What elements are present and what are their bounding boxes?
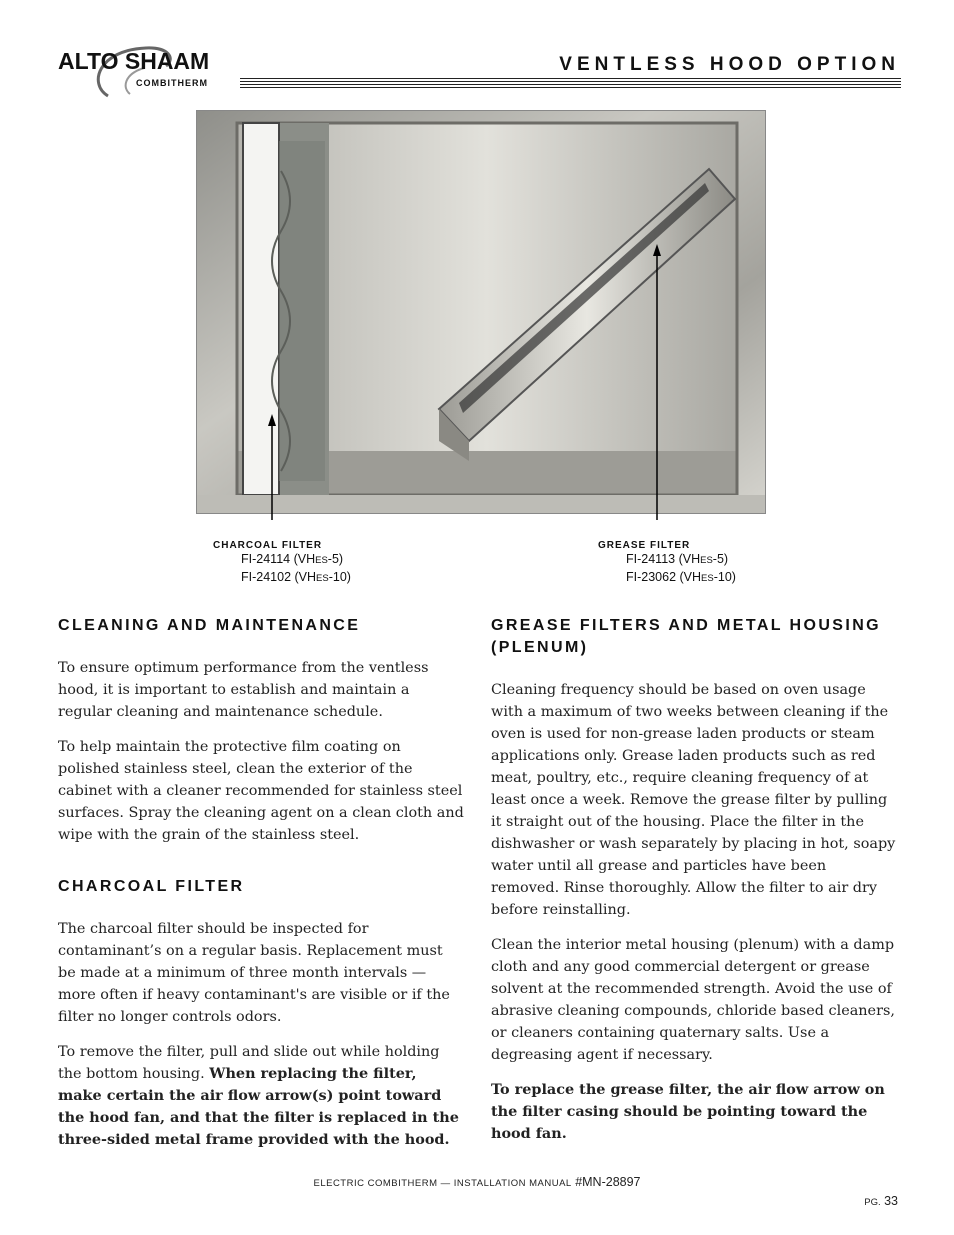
paragraph: To help maintain the protective film coating on polished stainless steel, clean the exterior of the cabinet with a cleaner recommended for stainless steel surfaces. Spray the cleaning agent on a clean cloth and wipe with the grain of the stainless steel.	[58, 739, 464, 843]
right-column	[491, 615, 897, 1158]
paragraph: To remove the filter, pull and slide out while holding the bottom housing. When replacing the filter, make certain the air flow arrow(s) point toward the hood fan, and that the filter is replaced in the three-sided metal frame provided with the hood.	[58, 1044, 459, 1148]
paragraph: Clean the interior metal housing (plenum) with a damp cloth and any good commercial detergent or grease solvent at the recommended strength. Avoid the use of abrasive cleaning compounds, chloride based cleaners, or cleaners containing quaternary salts. Use a degreasing agent if necessary.	[491, 937, 895, 1063]
section-heading-cleaning: CLEANING AND MAINTENANCE	[58, 617, 361, 634]
paragraph-bold: To replace the grease filter, the air flow arrow on the filter casing should be pointing toward the hood fan.	[491, 1081, 885, 1142]
part-number: FI-24114 (VHES-5)	[241, 552, 344, 566]
page-title: VENTLESS HOOD OPTION	[559, 54, 900, 75]
paragraph: The charcoal filter should be inspected for contaminant’s on a regular basis. Replacement must be made at a minimum of three month intervals — more often if heavy contaminant's are visible or if the filter no longer controls odors.	[58, 921, 450, 1025]
part-number: FI-24102 (VHES-10)	[241, 570, 351, 584]
paragraph: Cleaning frequency should be based on oven usage with a maximum of two weeks between cleaning if the oven is used for non-grease laden products or steam applications only. Grease laden products such as red meat, poultry, etc., require cleaning frequency of at least once a week. Remove the grease filter by pulling it straight out of the housing. Place the filter in the dishwasher or wash separately by placing in hot, soapy water until all grease and particles have been removed. Rinse thoroughly. Allow the filter to air dry before reinstalling.	[491, 682, 896, 918]
logo-subtitle: COMBITHERM	[136, 78, 208, 88]
part-number: FI-24113 (VHES-5)	[626, 552, 729, 566]
caption-pointers	[0, 0, 954, 540]
paragraph: To ensure optimum performance from the ventless hood, it is important to establish and maintain a regular cleaning and maintenance schedule.	[58, 660, 429, 720]
charcoal-filter-caption	[213, 540, 351, 587]
logo-wordmark: ALTO SHAAM	[58, 48, 210, 74]
caption-title: CHARCOAL FILTER	[213, 540, 323, 551]
section-heading-grease: GREASE FILTERS AND METAL HOUSING (PLENUM)	[491, 617, 881, 656]
caption-title: GREASE FILTER	[598, 540, 691, 551]
section-heading-charcoal: CHARCOAL FILTER	[58, 878, 245, 895]
footer-manual: ELECTRIC COMBITHERM — INSTALLATION MANUAL #MN-28897	[313, 1175, 641, 1189]
part-number: FI-23062 (VHES-10)	[626, 570, 736, 584]
page-number: PG. 33	[864, 1194, 898, 1208]
grease-filter-caption	[598, 540, 736, 587]
left-column	[58, 615, 464, 1164]
